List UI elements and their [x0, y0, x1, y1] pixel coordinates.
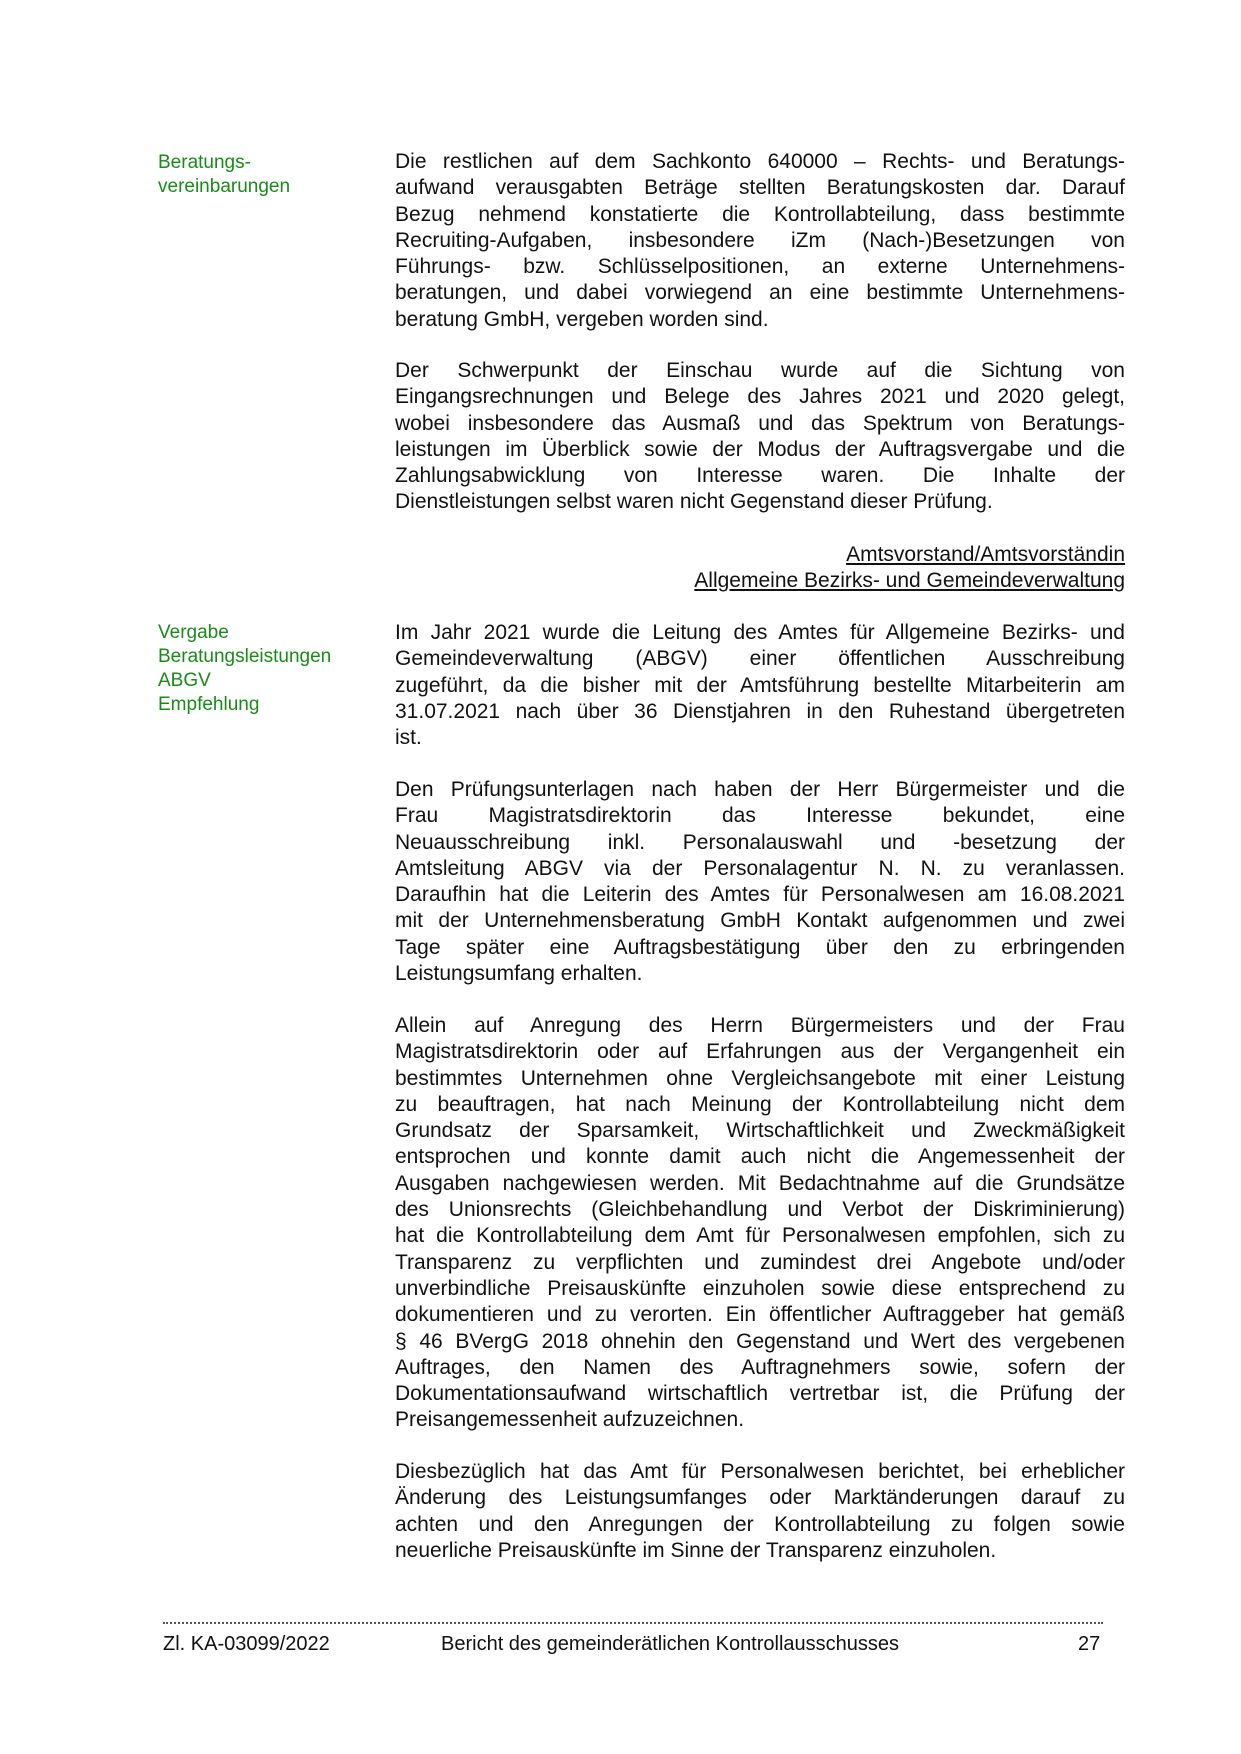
paragraph-line: beratung GmbH, vergeben worden sind. — [395, 307, 769, 331]
paragraph-line: entsprochen und konnte damit auch nicht die Angemessenheit der — [395, 1145, 1125, 1169]
margin-note-line: Beratungsleistungen — [158, 646, 332, 667]
paragraph-line: achten und den Anregungen der Kontrollabteilung zu folgen sowie — [395, 1512, 1125, 1536]
paragraph-line: Grundsatz der Sparsamkeit, Wirtschaftlichkeit und Zweckmäßigkeit — [395, 1119, 1125, 1143]
paragraph-6 — [395, 1459, 1125, 1564]
footer-divider — [163, 1622, 1103, 1624]
paragraph-3 — [395, 620, 1125, 751]
paragraph-line: Eingangsrechnungen und Belege des Jahres 2021 und 2020 gelegt, — [395, 385, 1125, 409]
paragraph-line: Änderung des Leistungsumfanges oder Marktänderungen darauf zu — [395, 1486, 1125, 1510]
margin-note-line: vereinbarungen — [158, 176, 291, 197]
paragraph-1 — [395, 149, 1125, 333]
paragraph-line: Bezug nehmend konstatierte die Kontrollabteilung, dass bestimmte — [395, 202, 1125, 226]
paragraph-line: dokumentieren und zu verorten. Ein öffentlicher Auftraggeber hat gemäß — [395, 1303, 1125, 1327]
footer-title: Bericht des gemeinderätlichen Kontrollausschusses — [441, 1633, 900, 1655]
paragraph-5 — [395, 1013, 1125, 1434]
paragraph-line: zu beauftragen, hat nach Meinung der Kontrollabteilung nicht dem — [395, 1092, 1125, 1116]
paragraph-line: Allein auf Anregung des Herrn Bürgermeisters und der Frau — [395, 1014, 1125, 1037]
paragraph-line: Frau Magistratsdirektorin das Interesse bekundet, eine — [395, 804, 1125, 828]
paragraph-line: Die restlichen auf dem Sachkonto 640000 – Rechts- und Beratungs- — [395, 150, 1125, 173]
paragraph-line: 31.07.2021 nach über 36 Dienstjahren in den Ruhestand übergetreten — [395, 699, 1125, 723]
paragraph-line: Magistratsdirektorin oder auf Erfahrungen aus der Vergangenheit ein — [395, 1040, 1125, 1064]
paragraph-line: Führungs- bzw. Schlüsselpositionen, an externe Unternehmens- — [395, 255, 1125, 279]
paragraph-line: § 46 BVergG 2018 ohnehin den Gegenstand und Wert des vergebenen — [395, 1329, 1125, 1353]
paragraph-line: Recruiting-Aufgaben, insbesondere iZm (Nach-)Besetzungen von — [395, 228, 1125, 252]
paragraph-line: Daraufhin hat die Leiterin des Amtes für Personalwesen am 16.08.2021 — [395, 883, 1125, 907]
paragraph-line: neuerliche Preisauskünfte im Sinne der Transparenz einzuholen. — [395, 1538, 997, 1562]
paragraph-line: leistungen im Überblick sowie der Modus der Auftragsvergabe und die — [395, 437, 1125, 461]
margin-note-line: Vergabe — [158, 622, 229, 643]
paragraph-line: wobei insbesondere das Ausmaß und das Spektrum von Beratungs- — [395, 411, 1125, 435]
paragraph-line: Diesbezüglich hat das Amt für Personalwesen berichtet, bei erheblicher — [395, 1460, 1125, 1483]
paragraph-line: Transparenz zu verpflichten und zumindest drei Angebote und/oder — [395, 1250, 1125, 1274]
paragraph-line: bestimmtes Unternehmen ohne Vergleichsangebote mit einer Leistung — [395, 1066, 1125, 1090]
paragraph-line: hat die Kontrollabteilung dem Amt für Personalwesen empfohlen, sich zu — [395, 1224, 1125, 1248]
paragraph-line: Preisangemessenheit aufzuzeichnen. — [395, 1408, 745, 1432]
paragraph-line: Im Jahr 2021 wurde die Leitung des Amtes für Allgemeine Bezirks- und — [395, 621, 1125, 644]
paragraph-line: aufwand verausgabten Beträge stellten Beratungskosten dar. Darauf — [395, 176, 1125, 200]
margin-note-line: Beratungs- — [158, 152, 251, 173]
margin-note-line: Empfehlung — [158, 694, 260, 715]
paragraph-2 — [395, 358, 1125, 516]
footer-reference: Zl. KA-03099/2022 — [163, 1633, 330, 1655]
paragraph-line: mit der Unternehmensberatung GmbH Kontakt aufgenommen und zwei — [395, 909, 1125, 933]
paragraph-line: Auftrages, den Namen des Auftragnehmers sowie, sofern der — [395, 1355, 1125, 1379]
paragraph-line: Zahlungsabwicklung von Interesse waren. Die Inhalte der — [395, 464, 1125, 488]
paragraph-line: Dokumentationsaufwand wirtschaftlich vertretbar ist, die Prüfung der — [395, 1382, 1125, 1406]
responsible-heading — [694, 542, 1125, 594]
paragraph-line: zugeführt, da die bisher mit der Amtsführung bestellte Mitarbeiterin am — [395, 673, 1125, 697]
heading-line-office-head: Amtsvorstand/Amtsvorständin — [846, 543, 1125, 566]
footer-page-number: 27 — [1078, 1633, 1101, 1655]
paragraph-line: Leistungsumfang erhalten. — [395, 962, 643, 986]
paragraph-line: Ausgaben nachgewiesen werden. Mit Bedachtnahme auf die Grundsätze — [395, 1171, 1125, 1195]
paragraph-line: Der Schwerpunkt der Einschau wurde auf die Sichtung von — [395, 359, 1125, 382]
paragraph-line: unverbindliche Preisauskünfte einzuholen sowie diese entsprechend zu — [395, 1276, 1125, 1300]
paragraph-line: Dienstleistungen selbst waren nicht Gegenstand dieser Prüfung. — [395, 490, 993, 514]
paragraph-line: Amtsleitung ABGV via der Personalagentur N. N. zu veranlassen. — [395, 856, 1125, 880]
paragraph-4 — [395, 777, 1125, 987]
paragraph-line: ist. — [395, 726, 422, 750]
paragraph-line: beratungen, und dabei vorwiegend an eine bestimmte Unternehmens- — [395, 281, 1125, 305]
margin-note-line: ABGV — [158, 670, 211, 691]
margin-note-vergabe — [158, 621, 358, 717]
paragraph-line: Gemeindeverwaltung (ABGV) einer öffentlichen Ausschreibung — [395, 647, 1125, 671]
margin-note-beratungsvereinbarungen — [158, 151, 358, 199]
paragraph-line: Neuausschreibung inkl. Personalauswahl und -besetzung der — [395, 830, 1125, 854]
paragraph-line: Tage später eine Auftragsbestätigung über den zu erbringenden — [395, 935, 1125, 959]
paragraph-line: Den Prüfungsunterlagen nach haben der Herr Bürgermeister und die — [395, 778, 1125, 801]
heading-line-department: Allgemeine Bezirks- und Gemeindeverwaltung — [694, 569, 1125, 592]
paragraph-line: des Unionsrechts (Gleichbehandlung und Verbot der Diskriminierung) — [395, 1198, 1125, 1222]
